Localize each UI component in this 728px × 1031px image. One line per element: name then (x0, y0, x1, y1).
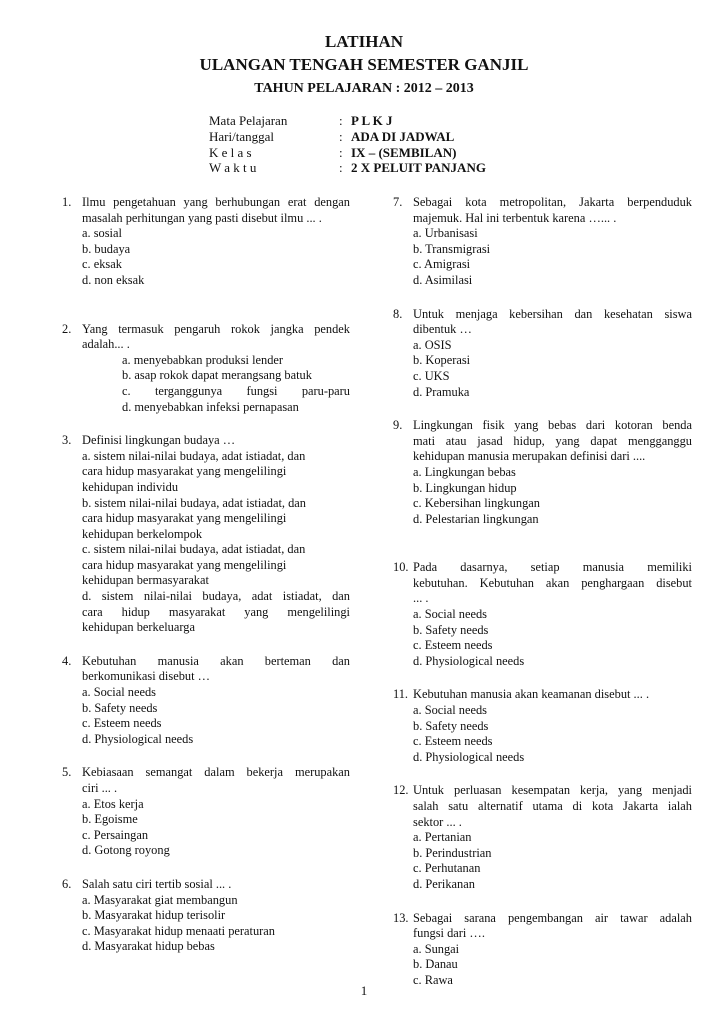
meta-colon: : (339, 128, 343, 144)
answer-option: a. Social needs (82, 685, 156, 700)
question-number: 4. (62, 653, 72, 668)
question-item (62, 654, 350, 748)
answer-option: d. Physiological needs (82, 731, 194, 746)
answer-option: cara hidup masyarakat yang mengelilingi (82, 511, 287, 526)
answer-option: a. OSIS (413, 337, 452, 352)
question-text: berkomunikasi disebut … (82, 669, 211, 684)
question-text: Kebutuhan manusia akan keamanan disebut ... . (413, 687, 650, 702)
meta-label: Mata Pelajaran (209, 113, 288, 128)
answer-option: cara hidup masyarakat yang mengelilingi (82, 464, 287, 479)
question-text: Untuk menjaga kebersihan dan kesehatan siswa (413, 306, 692, 321)
answer-option: d. sistem nilai-nilai budaya, adat istiadat, dan (82, 589, 350, 604)
question-text: kehidupan manusia merupakan definisi dari .... (413, 449, 646, 464)
question-item (393, 783, 692, 892)
meta-row-time (209, 160, 486, 176)
meta-row-date (209, 129, 486, 145)
meta-value: IX – (SEMBILAN) (351, 144, 457, 160)
question-item (393, 911, 692, 989)
answer-option: a. sistem nilai-nilai budaya, adat istiadat, dan (82, 448, 306, 463)
meta-label: Hari/tanggal (209, 128, 274, 144)
answer-option: b. Egoisme (82, 812, 138, 827)
meta-label: K e l a s (209, 144, 252, 160)
question-number: 3. (62, 433, 72, 448)
question-column-left (62, 195, 350, 955)
question-number: 13. (393, 910, 409, 925)
exam-info (209, 113, 486, 176)
answer-option: d. Perikanan (413, 876, 475, 891)
answer-option: d. Physiological needs (413, 749, 525, 764)
meta-colon: : (339, 113, 343, 128)
question-item (393, 307, 692, 401)
answer-option: d. non eksak (82, 272, 145, 287)
meta-colon: : (339, 160, 343, 176)
question-column-right (393, 195, 692, 989)
question-item (393, 418, 692, 527)
answer-option: d. menyebabkan infeksi pernapasan (122, 399, 299, 414)
answer-option: a. Urbanisasi (413, 226, 478, 241)
answer-option: d. Masyarakat hidup bebas (82, 939, 215, 954)
question-number: 1. (62, 195, 72, 209)
question-text: salah satu alternatif utama di kota Jakarta ialah (413, 799, 692, 813)
answer-option: b. Danau (413, 957, 458, 972)
question-number: 8. (393, 306, 403, 321)
question-text: dibentuk … (413, 322, 472, 337)
question-number: 6. (62, 876, 72, 891)
meta-value: P L K J (351, 113, 393, 128)
answer-option: c. Esteem needs (413, 734, 493, 749)
question-text: ... . (413, 591, 429, 606)
answer-option: d. Gotong royong (82, 843, 170, 858)
question-text: majemuk. Hal ini terbentuk karena …... . (413, 210, 617, 225)
answer-option: b. Transmigrasi (413, 241, 491, 256)
meta-colon: : (339, 144, 343, 160)
question-item (62, 765, 350, 859)
question-number: 12. (393, 783, 409, 798)
question-number: 2. (62, 321, 72, 336)
answer-option: c. Esteem needs (413, 638, 493, 653)
answer-option: b. budaya (82, 241, 131, 256)
answer-option: c. Perhutanan (413, 861, 481, 876)
answer-option: b. Lingkungan hidup (413, 480, 517, 495)
meta-value: 2 X PELUIT PANJANG (351, 160, 486, 176)
question-text: ciri ... . (82, 781, 118, 795)
answer-option: c. eksak (82, 257, 122, 272)
answer-option: b. Masyarakat hidup terisolir (82, 908, 226, 923)
question-text: masalah perhitungan yang pasti disebut ilmu ... . (82, 210, 322, 225)
question-number: 9. (393, 418, 403, 433)
answer-option: a. menyebabkan produksi lender (122, 352, 284, 367)
question-text: sektor ... . (413, 814, 462, 829)
question-item (393, 560, 692, 669)
question-text: Kebiasaan semangat dalam bekerja merupakan (82, 765, 350, 780)
answer-option: d. Pelestarian lingkungan (413, 511, 539, 526)
answer-option: b. asap rokok dapat merangsang batuk (122, 368, 312, 383)
question-text: Yang termasuk pengaruh rokok jangka pendek (82, 321, 350, 336)
answer-option: c. Masyarakat hidup menaati peraturan (82, 923, 276, 938)
question-text: mati atau jasad hidup, yang dapat mengganggu (413, 433, 692, 448)
answer-option: c. Persaingan (82, 827, 149, 842)
answer-option: kehidupan berkeluarga (82, 620, 195, 635)
answer-option: a. Pertanian (413, 830, 472, 845)
question-text: Kebutuhan manusia akan berteman dan (82, 653, 350, 668)
answer-option: a. Sungai (413, 941, 460, 956)
question-text: Pada dasarnya, setiap manusia memiliki (413, 560, 692, 575)
answer-option: b. Safety needs (82, 700, 158, 715)
answer-option: a. sosial (82, 226, 122, 241)
answer-option: kehidupan berkelompok (82, 526, 203, 541)
answer-option: c. terganggunya fungsi paru-paru (122, 383, 350, 398)
question-item (62, 195, 350, 289)
page-number: 1 (360, 983, 368, 998)
question-text: Untuk perluasan kesempatan kerja, yang menjadi (413, 783, 692, 798)
meta-row-class (209, 145, 486, 161)
answer-option: cara hidup masyarakat yang mengelilingi (82, 604, 350, 619)
answer-option: c. Amigrasi (413, 257, 471, 272)
answer-option: c. Rawa (413, 972, 453, 987)
academic-year: TAHUN PELAJARAN : 2012 – 2013 (254, 81, 474, 96)
question-item (393, 195, 692, 289)
question-text: Definisi lingkungan budaya … (82, 433, 236, 448)
question-number: 10. (393, 560, 409, 575)
question-text: Sebagai sarana pengembangan air tawar adalah (413, 910, 692, 925)
answer-option: a. Social needs (413, 607, 487, 622)
answer-option: d. Pramuka (413, 384, 470, 399)
question-text: fungsi dari …. (413, 926, 485, 941)
answer-option: b. Safety needs (413, 622, 489, 637)
answer-option: a. Masyarakat giat membangun (82, 892, 238, 907)
question-text: Lingkungan fisik yang bebas dari kotoran benda (413, 418, 692, 433)
question-number: 7. (393, 195, 403, 209)
meta-value: ADA DI JADWAL (351, 128, 455, 144)
question-item (62, 433, 350, 636)
answer-option: b. sistem nilai-nilai budaya, adat istiadat, dan (82, 495, 307, 510)
answer-option: c. UKS (413, 368, 450, 383)
document-title: LATIHAN (324, 32, 404, 51)
document-subtitle: ULANGAN TENGAH SEMESTER GANJIL (199, 55, 529, 74)
meta-row-subject (209, 113, 486, 129)
question-item (62, 322, 350, 416)
answer-option: b. Koperasi (413, 353, 471, 368)
question-text: adalah... . (82, 337, 130, 352)
answer-option: d. Physiological needs (413, 653, 525, 668)
answer-option: cara hidup masyarakat yang mengelilingi (82, 557, 287, 572)
question-text: Salah satu ciri tertib sosial ... . (82, 876, 232, 891)
answer-option: c. Kebersihan lingkungan (413, 496, 540, 511)
question-number: 11. (393, 687, 409, 702)
answer-option: a. Lingkungan bebas (413, 464, 516, 479)
question-item (393, 687, 692, 765)
answer-option: c. Esteem needs (82, 716, 162, 731)
question-text: Ilmu pengetahuan yang berhubungan erat dengan (82, 195, 350, 209)
question-text: kebutuhan. Kebutuhan akan penghargaan disebut (413, 575, 692, 590)
meta-label: W a k t u (209, 160, 257, 176)
answer-option: d. Asimilasi (413, 272, 473, 287)
answer-option: a. Etos kerja (82, 796, 144, 811)
answer-option: kehidupan bermasyarakat (82, 573, 209, 588)
answer-option: c. sistem nilai-nilai budaya, adat istiadat, dan (82, 542, 306, 557)
question-item (62, 877, 350, 955)
question-number: 5. (62, 765, 72, 780)
answer-option: kehidupan individu (82, 479, 179, 494)
answer-option: b. Perindustrian (413, 845, 492, 860)
answer-option: b. Safety needs (413, 718, 489, 733)
answer-option: a. Social needs (413, 703, 487, 718)
question-text: Sebagai kota metropolitan, Jakarta berpenduduk (413, 195, 692, 209)
